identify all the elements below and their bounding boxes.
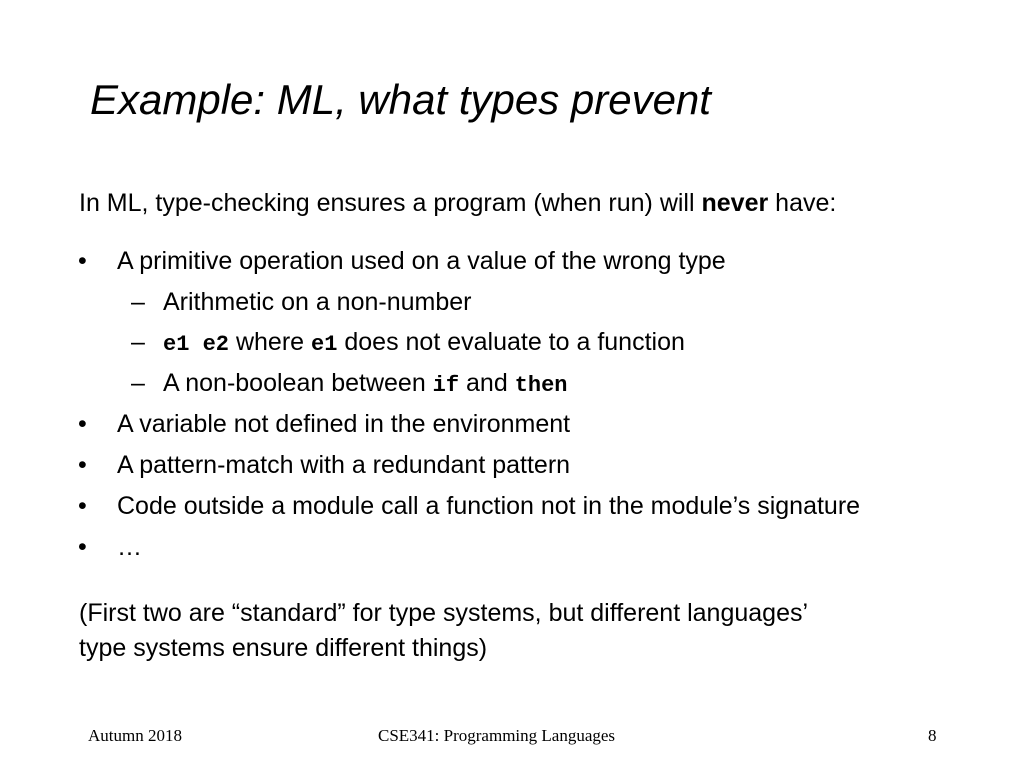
bullet-undefined-variable: A variable not defined in the environment bbox=[117, 410, 571, 438]
subbullet-application bbox=[163, 327, 685, 360]
dash-icon: – bbox=[131, 288, 145, 316]
footer-page-number: 8 bbox=[928, 726, 937, 745]
bullet-icon: • bbox=[78, 533, 87, 561]
footer-date: Autumn 2018 bbox=[88, 726, 182, 745]
intro-before: In ML, type-checking ensures a program (when run) will bbox=[79, 189, 702, 217]
bullet-ellipsis: … bbox=[117, 533, 142, 561]
slide-title: Example: ML, what types prevent bbox=[90, 76, 711, 123]
subbullet-application-text-2: does not evaluate to a function bbox=[337, 328, 685, 356]
note-line-1: (First two are “standard” for type systems, but different languages’ bbox=[79, 599, 809, 627]
subbullet-conditional-text-2: and bbox=[459, 369, 515, 397]
code-if: if bbox=[432, 373, 460, 398]
intro-after: have: bbox=[768, 189, 837, 217]
subbullet-conditional bbox=[163, 368, 568, 401]
bullet-icon: • bbox=[78, 492, 87, 520]
dash-icon: – bbox=[131, 328, 145, 356]
subbullet-conditional-text-1: A non-boolean between bbox=[163, 369, 433, 397]
intro-text bbox=[79, 188, 836, 218]
bullet-module-signature: Code outside a module call a function not in the module’s signature bbox=[117, 492, 861, 520]
subbullet-arithmetic: Arithmetic on a non-number bbox=[163, 288, 472, 316]
bullet-primitive-op: A primitive operation used on a value of the wrong type bbox=[117, 247, 726, 275]
code-then: then bbox=[514, 373, 568, 398]
bullet-icon: • bbox=[78, 451, 87, 479]
bullet-icon: • bbox=[78, 247, 87, 275]
footer-course: CSE341: Programming Languages bbox=[378, 726, 616, 745]
note-line-2: type systems ensure different things) bbox=[79, 634, 488, 662]
subbullet-application-text-1: where bbox=[229, 328, 311, 356]
bullet-icon: • bbox=[78, 410, 87, 438]
code-e1: e1 bbox=[311, 332, 338, 357]
dash-icon: – bbox=[131, 369, 145, 397]
code-e1-e2: e1 e2 bbox=[163, 332, 230, 357]
intro-emphasis: never bbox=[701, 189, 769, 217]
bullet-redundant-pattern: A pattern-match with a redundant pattern bbox=[117, 451, 571, 479]
